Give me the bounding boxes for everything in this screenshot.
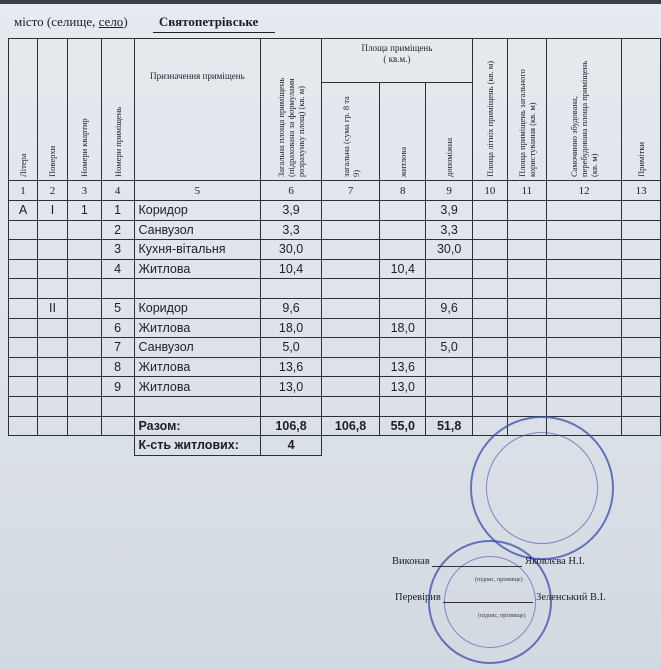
cell-room: 9 bbox=[101, 377, 134, 397]
table-row bbox=[9, 240, 661, 260]
col-number: 8 bbox=[380, 181, 426, 201]
checked-label: Перевірив bbox=[395, 592, 441, 603]
cell-empty bbox=[622, 396, 661, 416]
cell-aux bbox=[426, 357, 473, 377]
col-head-summer: Площа літніх приміщень (кв. м) bbox=[473, 39, 508, 181]
col-head-rooms: Номери приміщень bbox=[101, 39, 134, 181]
cell-empty bbox=[546, 259, 622, 279]
cell-floor bbox=[38, 396, 68, 416]
col-head-auxiliary: допоміжна bbox=[426, 83, 473, 181]
checked-caption: (підпис, прізвище) bbox=[478, 613, 526, 619]
col-number: 10 bbox=[473, 181, 508, 201]
cell-empty bbox=[622, 279, 661, 299]
cell-apt bbox=[67, 357, 101, 377]
cell-liv bbox=[380, 201, 426, 221]
cell-empty bbox=[546, 220, 622, 240]
col-head-floors: Поверхи bbox=[38, 39, 68, 181]
col-number: 3 bbox=[67, 181, 101, 201]
cell-aux: 3,9 bbox=[426, 201, 473, 221]
header-row-1 bbox=[9, 39, 661, 83]
cell-empty bbox=[507, 357, 546, 377]
cell-total: 13,0 bbox=[261, 377, 321, 397]
cell-liv bbox=[380, 396, 426, 416]
cell-room: 6 bbox=[101, 318, 134, 338]
cell-empty bbox=[622, 338, 661, 358]
cell-gen bbox=[321, 338, 380, 358]
cell-room: 1 bbox=[101, 201, 134, 221]
place-line bbox=[14, 12, 275, 32]
cell-floor: I bbox=[38, 201, 68, 221]
cell-empty bbox=[622, 357, 661, 377]
executed-signature-line bbox=[432, 566, 522, 567]
col-head-notes: Примітки bbox=[622, 39, 661, 181]
cell-floor bbox=[38, 220, 68, 240]
col-number: 5 bbox=[134, 181, 261, 201]
table-row bbox=[9, 318, 661, 338]
cell-total: 3,3 bbox=[261, 220, 321, 240]
table-row bbox=[9, 338, 661, 358]
cell-litera bbox=[9, 357, 38, 377]
cell-empty bbox=[622, 240, 661, 260]
cell-liv bbox=[380, 240, 426, 260]
cell-gen bbox=[321, 377, 380, 397]
cell-floor bbox=[38, 377, 68, 397]
cell-empty bbox=[546, 240, 622, 260]
living-count-value: 4 bbox=[261, 436, 321, 456]
col-head-litera: Літера bbox=[9, 39, 38, 181]
cell-room: 2 bbox=[101, 220, 134, 240]
col-head-purpose: Призначення приміщень bbox=[134, 39, 261, 181]
executed-caption: (підпис, прізвище) bbox=[475, 577, 523, 583]
place-name: Святопетрівське bbox=[153, 12, 275, 33]
cell-floor: II bbox=[38, 298, 68, 318]
cell-total bbox=[261, 396, 321, 416]
cell-purpose: Житлова bbox=[134, 377, 261, 397]
cell-litera bbox=[9, 377, 38, 397]
cell-empty bbox=[507, 201, 546, 221]
cell-apt bbox=[67, 279, 101, 299]
cell-empty bbox=[622, 259, 661, 279]
cell-empty bbox=[473, 298, 508, 318]
col-head-total-area: Загальна площа приміщень (підрахована за формулами розрахунку площ) (кв. м) bbox=[261, 39, 321, 181]
official-stamp bbox=[470, 416, 614, 560]
cell-gen bbox=[321, 396, 380, 416]
cell-liv bbox=[380, 279, 426, 299]
cell-empty bbox=[622, 298, 661, 318]
col-head-common: Площа приміщень загального користування (кв. м) bbox=[507, 39, 546, 181]
cell-empty bbox=[473, 377, 508, 397]
cell-litera bbox=[9, 259, 38, 279]
cell-gen bbox=[321, 318, 380, 338]
cell-aux bbox=[426, 279, 473, 299]
table-row bbox=[9, 259, 661, 279]
cell-empty bbox=[622, 220, 661, 240]
cell-aux bbox=[426, 396, 473, 416]
cell-empty bbox=[473, 240, 508, 260]
cell-empty bbox=[507, 318, 546, 338]
cell-litera bbox=[9, 298, 38, 318]
cell-liv: 10,4 bbox=[380, 259, 426, 279]
cell-room bbox=[101, 279, 134, 299]
cell-total: 13,6 bbox=[261, 357, 321, 377]
cell-liv bbox=[380, 220, 426, 240]
checked-name: Зеленський В.І. bbox=[536, 592, 606, 603]
cell-litera bbox=[9, 279, 38, 299]
col-head-general: загальна (сума гр. 8 та 9) bbox=[321, 83, 380, 181]
cell-floor bbox=[38, 318, 68, 338]
cell-aux: 30,0 bbox=[426, 240, 473, 260]
cell-total: 9,6 bbox=[261, 298, 321, 318]
cell-empty bbox=[507, 338, 546, 358]
cell-liv: 18,0 bbox=[380, 318, 426, 338]
cell-apt bbox=[67, 240, 101, 260]
cell-empty bbox=[473, 338, 508, 358]
col-number: 13 bbox=[622, 181, 661, 201]
cell-apt bbox=[67, 259, 101, 279]
cell-liv bbox=[380, 338, 426, 358]
cell-room: 3 bbox=[101, 240, 134, 260]
executed-name: Яковлєва Н.І. bbox=[524, 556, 585, 567]
cell-litera bbox=[9, 396, 38, 416]
cell-purpose: Санвузол bbox=[134, 220, 261, 240]
cell-apt bbox=[67, 318, 101, 338]
cell-empty bbox=[507, 240, 546, 260]
cell-gen bbox=[321, 240, 380, 260]
cell-empty bbox=[622, 377, 661, 397]
cell-liv: 13,6 bbox=[380, 357, 426, 377]
top-border bbox=[0, 0, 661, 4]
col-head-living: житлова bbox=[380, 83, 426, 181]
col-head-apartments: Номери квартир bbox=[67, 39, 101, 181]
cell-empty bbox=[546, 338, 622, 358]
executed-by bbox=[392, 556, 585, 567]
col-number: 11 bbox=[507, 181, 546, 201]
cell-room: 8 bbox=[101, 357, 134, 377]
cell-aux bbox=[426, 259, 473, 279]
cell-empty bbox=[546, 357, 622, 377]
cell-empty bbox=[473, 396, 508, 416]
cell-total bbox=[261, 279, 321, 299]
cell-empty bbox=[507, 259, 546, 279]
cell-total: 30,0 bbox=[261, 240, 321, 260]
cell-gen bbox=[321, 201, 380, 221]
cell-empty bbox=[546, 298, 622, 318]
rooms-table bbox=[8, 38, 661, 456]
place-label: місто (селище, село) bbox=[14, 14, 128, 29]
living-count-label: К-сть житлових: bbox=[134, 436, 261, 456]
table-row bbox=[9, 377, 661, 397]
cell-room: 5 bbox=[101, 298, 134, 318]
cell-gen bbox=[321, 279, 380, 299]
cell-aux: 5,0 bbox=[426, 338, 473, 358]
table-row bbox=[9, 298, 661, 318]
cell-empty bbox=[546, 279, 622, 299]
col-number: 4 bbox=[101, 181, 134, 201]
checked-signature-line bbox=[443, 602, 533, 603]
cell-total: 18,0 bbox=[261, 318, 321, 338]
cell-purpose: Житлова bbox=[134, 318, 261, 338]
cell-aux: 9,6 bbox=[426, 298, 473, 318]
cell-purpose: Житлова bbox=[134, 357, 261, 377]
totals-label: Разом: bbox=[134, 416, 261, 436]
cell-empty bbox=[546, 318, 622, 338]
cell-empty bbox=[473, 357, 508, 377]
cell-litera bbox=[9, 240, 38, 260]
cell-floor bbox=[38, 357, 68, 377]
cell-empty bbox=[507, 279, 546, 299]
totals-living: 55,0 bbox=[380, 416, 426, 436]
table-row bbox=[9, 357, 661, 377]
col-number: 1 bbox=[9, 181, 38, 201]
col-number: 6 bbox=[261, 181, 321, 201]
executed-label: Виконав bbox=[392, 556, 430, 567]
cell-total: 3,9 bbox=[261, 201, 321, 221]
cell-gen bbox=[321, 298, 380, 318]
cell-empty bbox=[507, 298, 546, 318]
cell-floor bbox=[38, 279, 68, 299]
table-row bbox=[9, 396, 661, 416]
cell-floor bbox=[38, 240, 68, 260]
cell-purpose: Житлова bbox=[134, 259, 261, 279]
cell-floor bbox=[38, 259, 68, 279]
cell-litera bbox=[9, 318, 38, 338]
cell-litera bbox=[9, 338, 38, 358]
cell-empty bbox=[507, 396, 546, 416]
cell-purpose bbox=[134, 279, 261, 299]
cell-liv bbox=[380, 298, 426, 318]
col-number: 2 bbox=[38, 181, 68, 201]
totals-auxiliary: 51,8 bbox=[426, 416, 473, 436]
col-number: 7 bbox=[321, 181, 380, 201]
cell-empty bbox=[473, 318, 508, 338]
col-head-unauthorized: Самочинно збудована, перебудована площа приміщень (кв. м) bbox=[546, 39, 622, 181]
table-row bbox=[9, 201, 661, 221]
cell-apt bbox=[67, 377, 101, 397]
totals-general: 106,8 bbox=[321, 416, 380, 436]
cell-purpose: Коридор bbox=[134, 298, 261, 318]
cell-empty bbox=[622, 201, 661, 221]
cell-aux bbox=[426, 377, 473, 397]
checked-by bbox=[395, 592, 606, 603]
cell-empty bbox=[473, 259, 508, 279]
totals-total: 106,8 bbox=[261, 416, 321, 436]
cell-room: 4 bbox=[101, 259, 134, 279]
cell-litera: А bbox=[9, 201, 38, 221]
cell-empty bbox=[507, 220, 546, 240]
cell-purpose bbox=[134, 396, 261, 416]
cell-apt: 1 bbox=[67, 201, 101, 221]
col-number: 9 bbox=[426, 181, 473, 201]
cell-total: 5,0 bbox=[261, 338, 321, 358]
cell-aux: 3,3 bbox=[426, 220, 473, 240]
cell-room bbox=[101, 396, 134, 416]
cell-empty bbox=[546, 201, 622, 221]
cell-litera bbox=[9, 220, 38, 240]
cell-empty bbox=[546, 377, 622, 397]
cell-total: 10,4 bbox=[261, 259, 321, 279]
cell-empty bbox=[473, 201, 508, 221]
cell-empty bbox=[473, 220, 508, 240]
cell-empty bbox=[507, 377, 546, 397]
cell-gen bbox=[321, 357, 380, 377]
col-number: 12 bbox=[546, 181, 622, 201]
cell-room: 7 bbox=[101, 338, 134, 358]
cell-purpose: Санвузол bbox=[134, 338, 261, 358]
cell-apt bbox=[67, 298, 101, 318]
cell-purpose: Коридор bbox=[134, 201, 261, 221]
cell-empty bbox=[546, 396, 622, 416]
cell-apt bbox=[67, 220, 101, 240]
cell-floor bbox=[38, 338, 68, 358]
cell-aux bbox=[426, 318, 473, 338]
cell-apt bbox=[67, 396, 101, 416]
cell-gen bbox=[321, 220, 380, 240]
col-head-area-group: Площа приміщень ( кв.м.) bbox=[321, 39, 472, 83]
table-row bbox=[9, 279, 661, 299]
column-numbers-row bbox=[9, 181, 661, 201]
cell-gen bbox=[321, 259, 380, 279]
cell-apt bbox=[67, 338, 101, 358]
table-body bbox=[9, 201, 661, 417]
cell-empty bbox=[622, 318, 661, 338]
cell-liv: 13,0 bbox=[380, 377, 426, 397]
cell-purpose: Кухня-вітальня bbox=[134, 240, 261, 260]
table-row bbox=[9, 220, 661, 240]
cell-empty bbox=[473, 279, 508, 299]
